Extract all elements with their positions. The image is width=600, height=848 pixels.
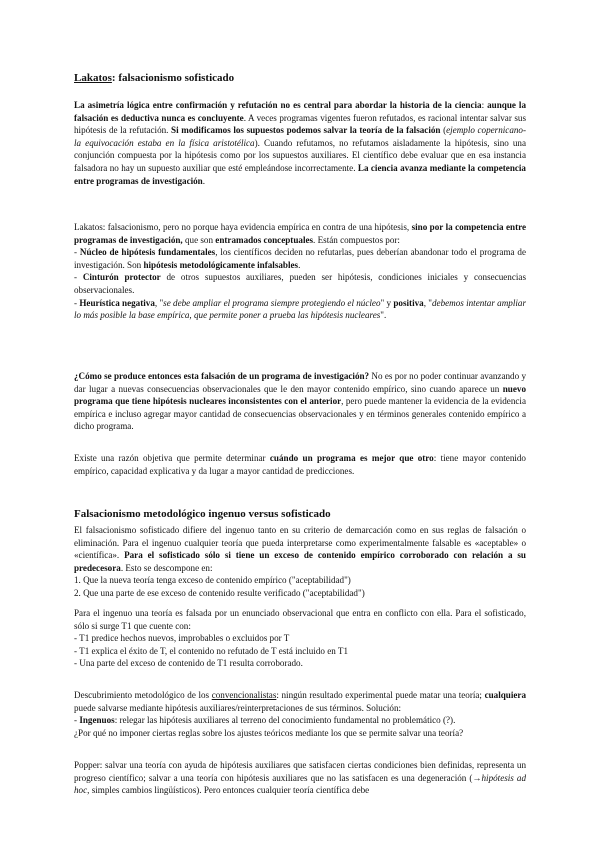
list-item: - Una parte del exceso de contenido de T1 resulta corroborado. [74, 658, 303, 669]
list-item: - T1 predice hechos nuevos, improbables o excluidos por T [74, 633, 290, 644]
list-item: - Cinturón protector de otros supuestos auxiliares, pueden ser hipótesis, condiciones iniciales y consecuencias observacionales. [74, 272, 526, 295]
title-rest: : falsacionismo sofisticado [111, 72, 235, 84]
paragraph-naive-falsification [74, 607, 526, 670]
paragraph-falsification-question: ¿Cómo se produce entonces esta falsación de un programa de investigación? No es por no poder continuar avanzando y dar lugar a nuevas consecuencias observacionales que le den mayor contenido empírico, sino cuando aparece un nuevo programa que tiene hipótesis nucleares inconsistentes con el anterior, pero puede mantener la evidencia de la evidencia empírica e incluso agregar mayor cantidad de consecuencias observacionales y en términos generales contenido empírico a dicho programa. [74, 371, 526, 432]
naive-falsification-text: Para el ingenuo una teoría es falsada por un enunciado observacional que entra en conflicto con ella. Para el sofisticado, sólo si surge T1 que cuente con: [74, 608, 526, 631]
list-item: - Heurística negativa, "se debe ampliar el programa siempre protegiendo el núcleo" y positiva, "debemos intentar ampliar lo más posible la base empírica, que permite poner a prueba las hipótesis nucleares". [74, 297, 526, 321]
list-item: - Núcleo de hipótesis fundamentales, los científicos deciden no refutarlas, pues deberían abandonar todo el programa de investigación. Son hipótesis metodológicamente infalsables. [74, 247, 526, 270]
paragraph-asymmetry: La asimetría lógica entre confirmación y refutación no es central para abordar la historia de la ciencia: aunque la falsación es deductiva nunca es concluyente. A veces programas vigentes fueron refutados, es racional intentar salvar sus hipótesis de la refutación. Si modificamos los supuestos podemos salvar la teoría de la falsación (ejemplo copernicano- la equivocación estaba en la física aristotélica). Cuando refutamos, no refutamos aisladamente la hipótesis, sino una conjunción compuesta por la hipótesis como por los supuestos auxiliares. El científico debe evaluar que en esa instancia falsadora no hay un supuesto auxiliar que esté empleándose incorrectamente. La ciencia avanza mediante la competencia entre programas de investigación. [74, 100, 527, 186]
list-item: ¿Por qué no imponer ciertas reglas sobre los ajustes teóricos mediante los que se permite salvar una teoría? [74, 727, 464, 738]
title-link[interactable]: Lakatos [74, 72, 112, 84]
page-title [74, 72, 526, 85]
list-item: - T1 explica el éxito de T, el contenido no refutado de T está incluido en T1 [74, 645, 348, 656]
paragraph-conventionalists [74, 689, 526, 739]
list-item: - Ingenuos: relegar las hipótesis auxiliares al terreno del conocimiento fundamental no problemático (?). [74, 715, 456, 726]
paragraph-objective-reason: Existe una razón objetiva que permite determinar cuándo un programa es mejor que otro: tiene mayor contenido empírico, capacidad explicativa y da lugar a mayor cantidad de predicciones. [74, 453, 526, 476]
naive-vs-sophisticated-text: El falsacionismo sofisticado difiere del ingenuo tanto en su criterio de demarcación como en sus reglas de falsación o eliminación. Para el ingenuo cualquier teoría que pueda interpretarse como experimentalmente falsable es «aceptable» o «científica». Para el sofisticado sólo si tiene un exceso de contenido empírico corroborado con relación a su predecesora. Esto se descompone en: [74, 525, 526, 573]
paragraph-research-programs [74, 221, 526, 322]
conventionalists-link[interactable]: convencionalistas [211, 690, 277, 700]
list-item: 2. Que una parte de ese exceso de contenido resulte verificado ("aceptabilidad") [74, 587, 365, 598]
conventionalists-text: Descubrimiento metodológico de los convencionalistas: ningún resultado experimental puede matar una teoría; cualquiera puede salvarse mediante hipótesis auxiliares/reinterpretaciones de sus términos. Solución: [74, 690, 527, 713]
paragraph-naive-vs-sophisticated [74, 524, 526, 600]
list-item: 1. Que la nueva teoría tenga exceso de contenido empírico ("aceptabilidad") [74, 575, 351, 586]
paragraph-popper: Popper: salvar una teoría con ayuda de hipótesis auxiliares que satisfacen ciertas condiciones bien definidas, representa un progreso científico; salvar a una teoría con hipótesis auxiliares que no las satisfacen es una degeneración (→hipótesis ad hoc, simples cambios lingüísticos). Pero entonces cualquier teoría científica debe [74, 760, 526, 796]
section-heading: Falsacionismo metodológico ingenuo versus sofisticado [74, 508, 331, 520]
research-programs-intro: Lakatos: falsacionismo, pero no porque haya evidencia empírica en contra de una hipótesis, sino por la competencia entre programas de investigación, que son entramados conceptuales. Están compuestos por: [74, 222, 527, 245]
